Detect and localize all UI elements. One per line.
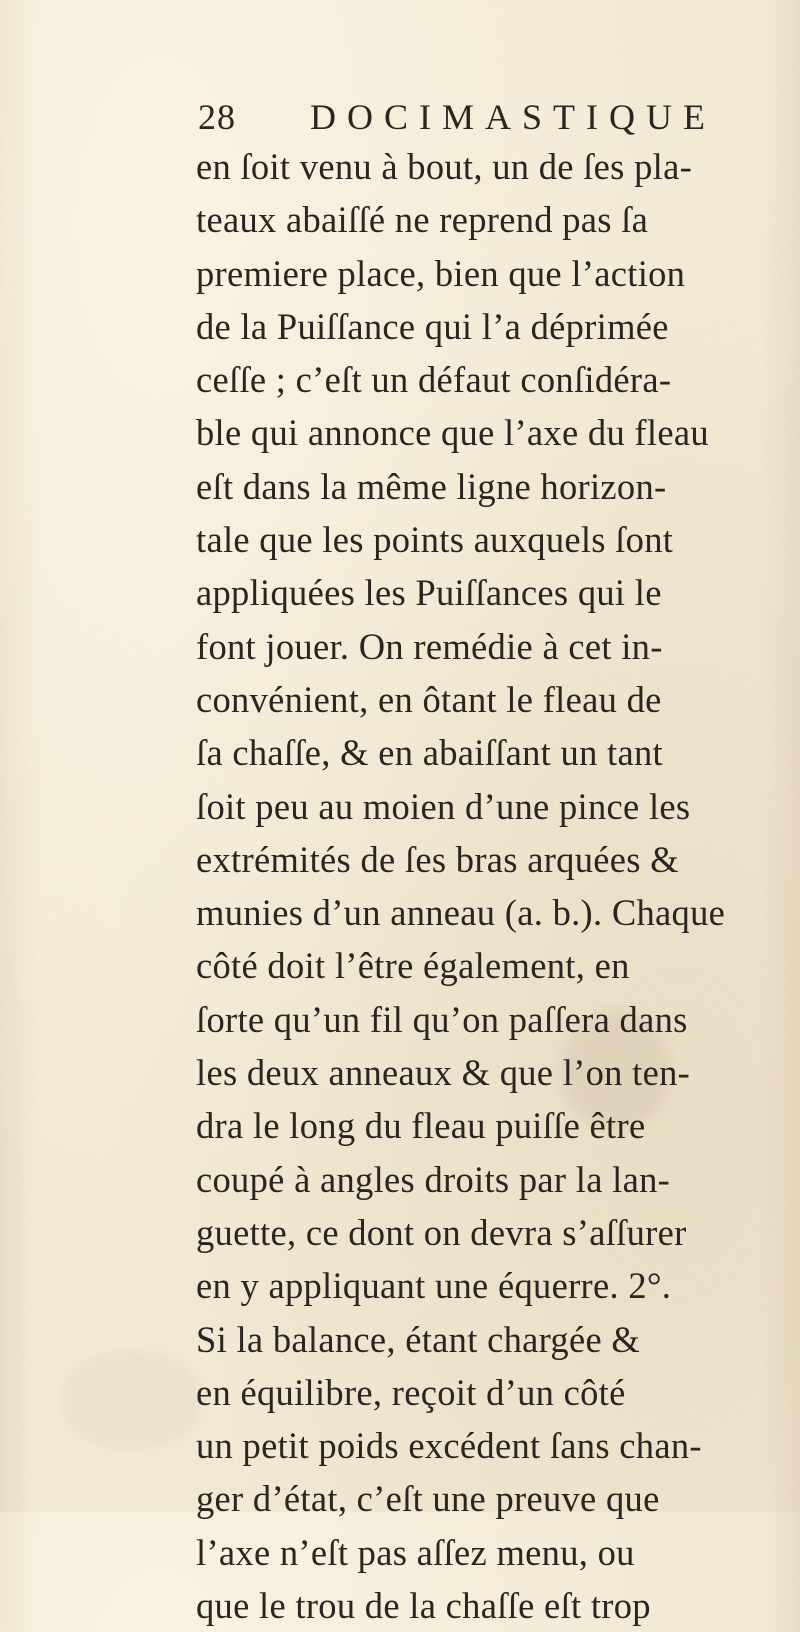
text-line: teaux abaiſſé ne reprend pas ſa — [196, 199, 649, 241]
text-line: de la Puiſſance qui l’a déprimée — [196, 305, 669, 347]
text-line: tale que les points auxquels ſont — [196, 519, 674, 561]
text-line: l’axe n’eſt pas aſſez menu, ou — [196, 1531, 635, 1573]
text-line: en équilibre, reçoit d’un côté — [196, 1371, 626, 1413]
text-line: en ſoit venu à bout, un de ſes pla- — [196, 146, 693, 187]
text-line: ble qui annonce que l’axe du fleau — [196, 412, 709, 454]
paper-stain — [60, 1350, 200, 1450]
text-line: guette, ce dont on devra s’aſſurer — [196, 1211, 687, 1253]
text-line: extrémités de ſes bras arquées & — [196, 838, 679, 880]
text-line: les deux anneaux & que l’on ten- — [196, 1052, 691, 1094]
text-line: en y appliquant une équerre. 2°. — [196, 1265, 672, 1307]
text-line: Si la balance, étant chargée & — [196, 1318, 641, 1360]
text-line: coupé à angles droits par la lan- — [196, 1158, 671, 1200]
text-line: ſoit peu au moien d’une pince les — [196, 785, 691, 827]
text-line: appliquées les Puiſſances qui le — [196, 572, 662, 614]
running-title: DOCIMASTIQUE — [310, 97, 716, 137]
text-line: ſorte qu’un fil qu’on paſſera dans — [196, 998, 688, 1040]
running-head — [198, 95, 758, 139]
text-line: convénient, en ôtant le fleau de — [196, 678, 662, 720]
text-line: font jouer. On remédie à cet in- — [196, 625, 663, 667]
text-line: côté doit l’être également, en — [196, 945, 630, 987]
text-line: dra le long du fleau puiſſe être — [196, 1105, 646, 1147]
text-line: ger d’état, c’eſt une preuve que — [196, 1478, 660, 1520]
text-line: premiere place, bien que l’action — [196, 252, 686, 294]
text-line: ceſſe ; c’eſt un défaut conſidéra- — [196, 359, 672, 401]
body-text — [196, 140, 796, 1632]
text-line: que le trou de la chaſſe eſt trop — [196, 1585, 651, 1627]
text-line: ſa chaſſe, & en abaiſſant un tant — [196, 732, 663, 774]
text-line: un petit poids excédent ſans chan- — [196, 1425, 702, 1467]
page-number: 28 — [198, 97, 236, 137]
text-line: munies d’un anneau (a. b.). Chaque — [196, 892, 726, 934]
text-line: eſt dans la même ligne horizon- — [196, 465, 667, 507]
